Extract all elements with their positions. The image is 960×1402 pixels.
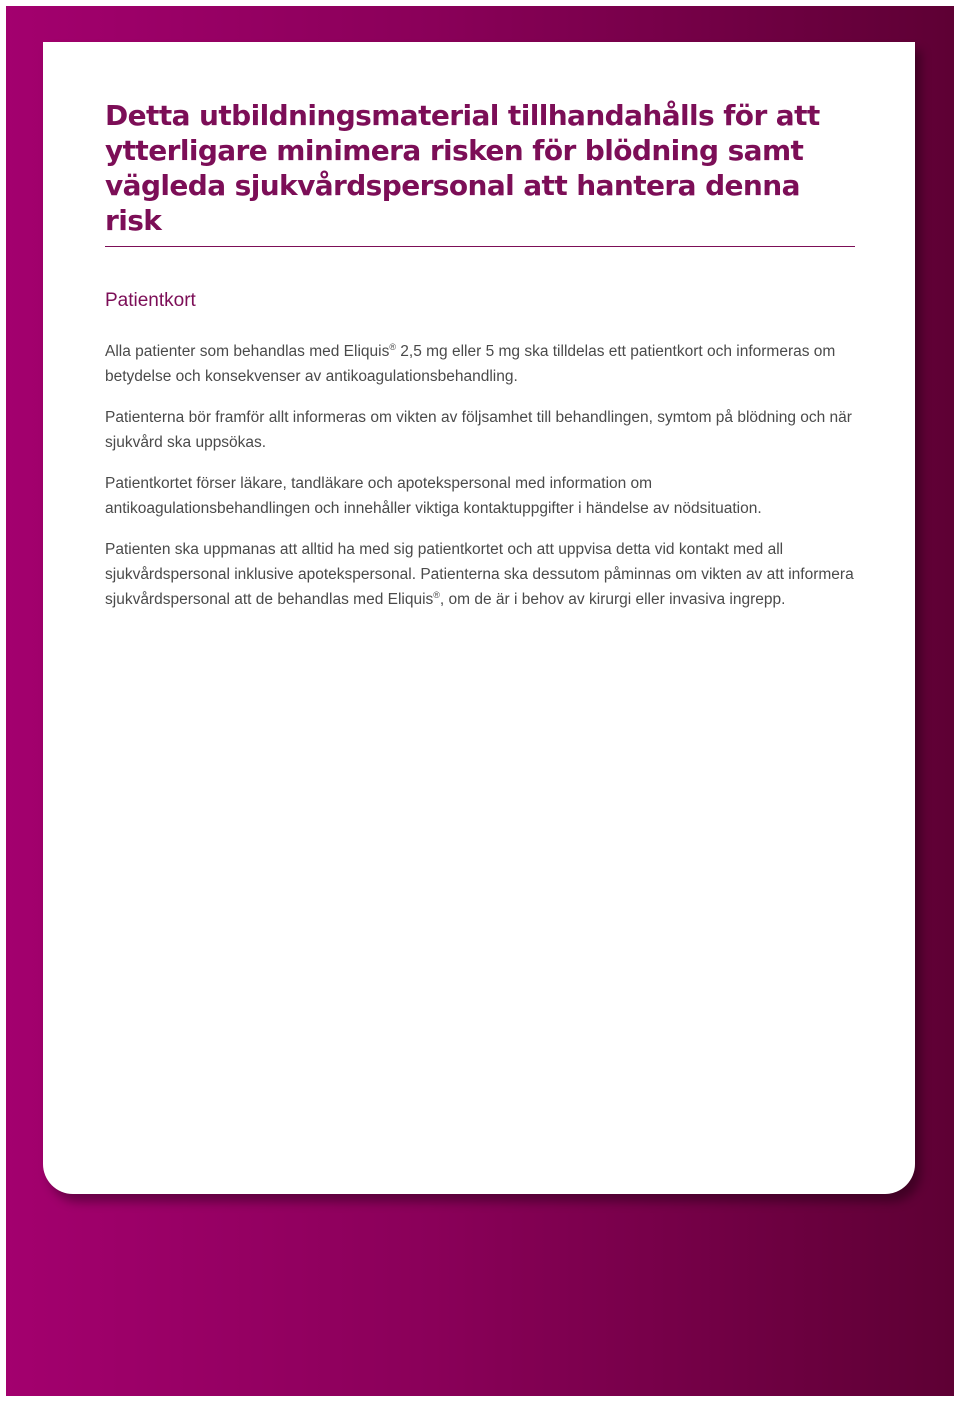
paragraph-text: Alla patienter som behandlas med Eliquis [105,343,390,360]
paragraph-adherence: Patienterna bör framför allt informeras om vikten av följsamhet till behandlingen, symtom på blödning och när sjukvård ska uppsökas. [105,409,852,451]
registered-mark: ® [433,589,440,600]
paragraph-text: Patienten ska uppmanas att alltid ha med sig patientkortet och att uppvisa detta vid kontakt med all sjukvårdspersonal inklusive apotekspersonal. Patienterna ska dessutom påminnas om vikten av att informera sjukvårdspersonal att de behandlas med Eliquis [105,541,854,608]
section-title: Patientkort [105,290,196,311]
paragraph-text: 2,5 mg eller 5 mg ska tilldelas ett patientkort och informeras om betydelse och konsekvenser av antikoagulationsbehandling. [105,343,836,385]
paragraph-card-info: Patientkortet förser läkare, tandläkare och apotekspersonal med information om antikoagulationsbehandlingen och innehåller viktiga kontaktuppgifter i händelse av nödsituation. [105,475,762,517]
paragraph-carry-card [105,537,855,612]
registered-mark: ® [389,341,396,352]
paragraph-text: , om de är i behov av kirurgi eller invasiva ingrepp. [439,591,786,608]
page-title: Detta utbildningsmaterial tillhandahålls för att ytterligare minimera risken för blödning samt vägleda sjukvårdspersonal att hantera denna risk [105,99,820,237]
content-card [43,42,915,1194]
title-divider [105,246,855,247]
page-background [6,6,954,1396]
content-area [105,98,855,612]
paragraph-patient-card [105,339,855,389]
